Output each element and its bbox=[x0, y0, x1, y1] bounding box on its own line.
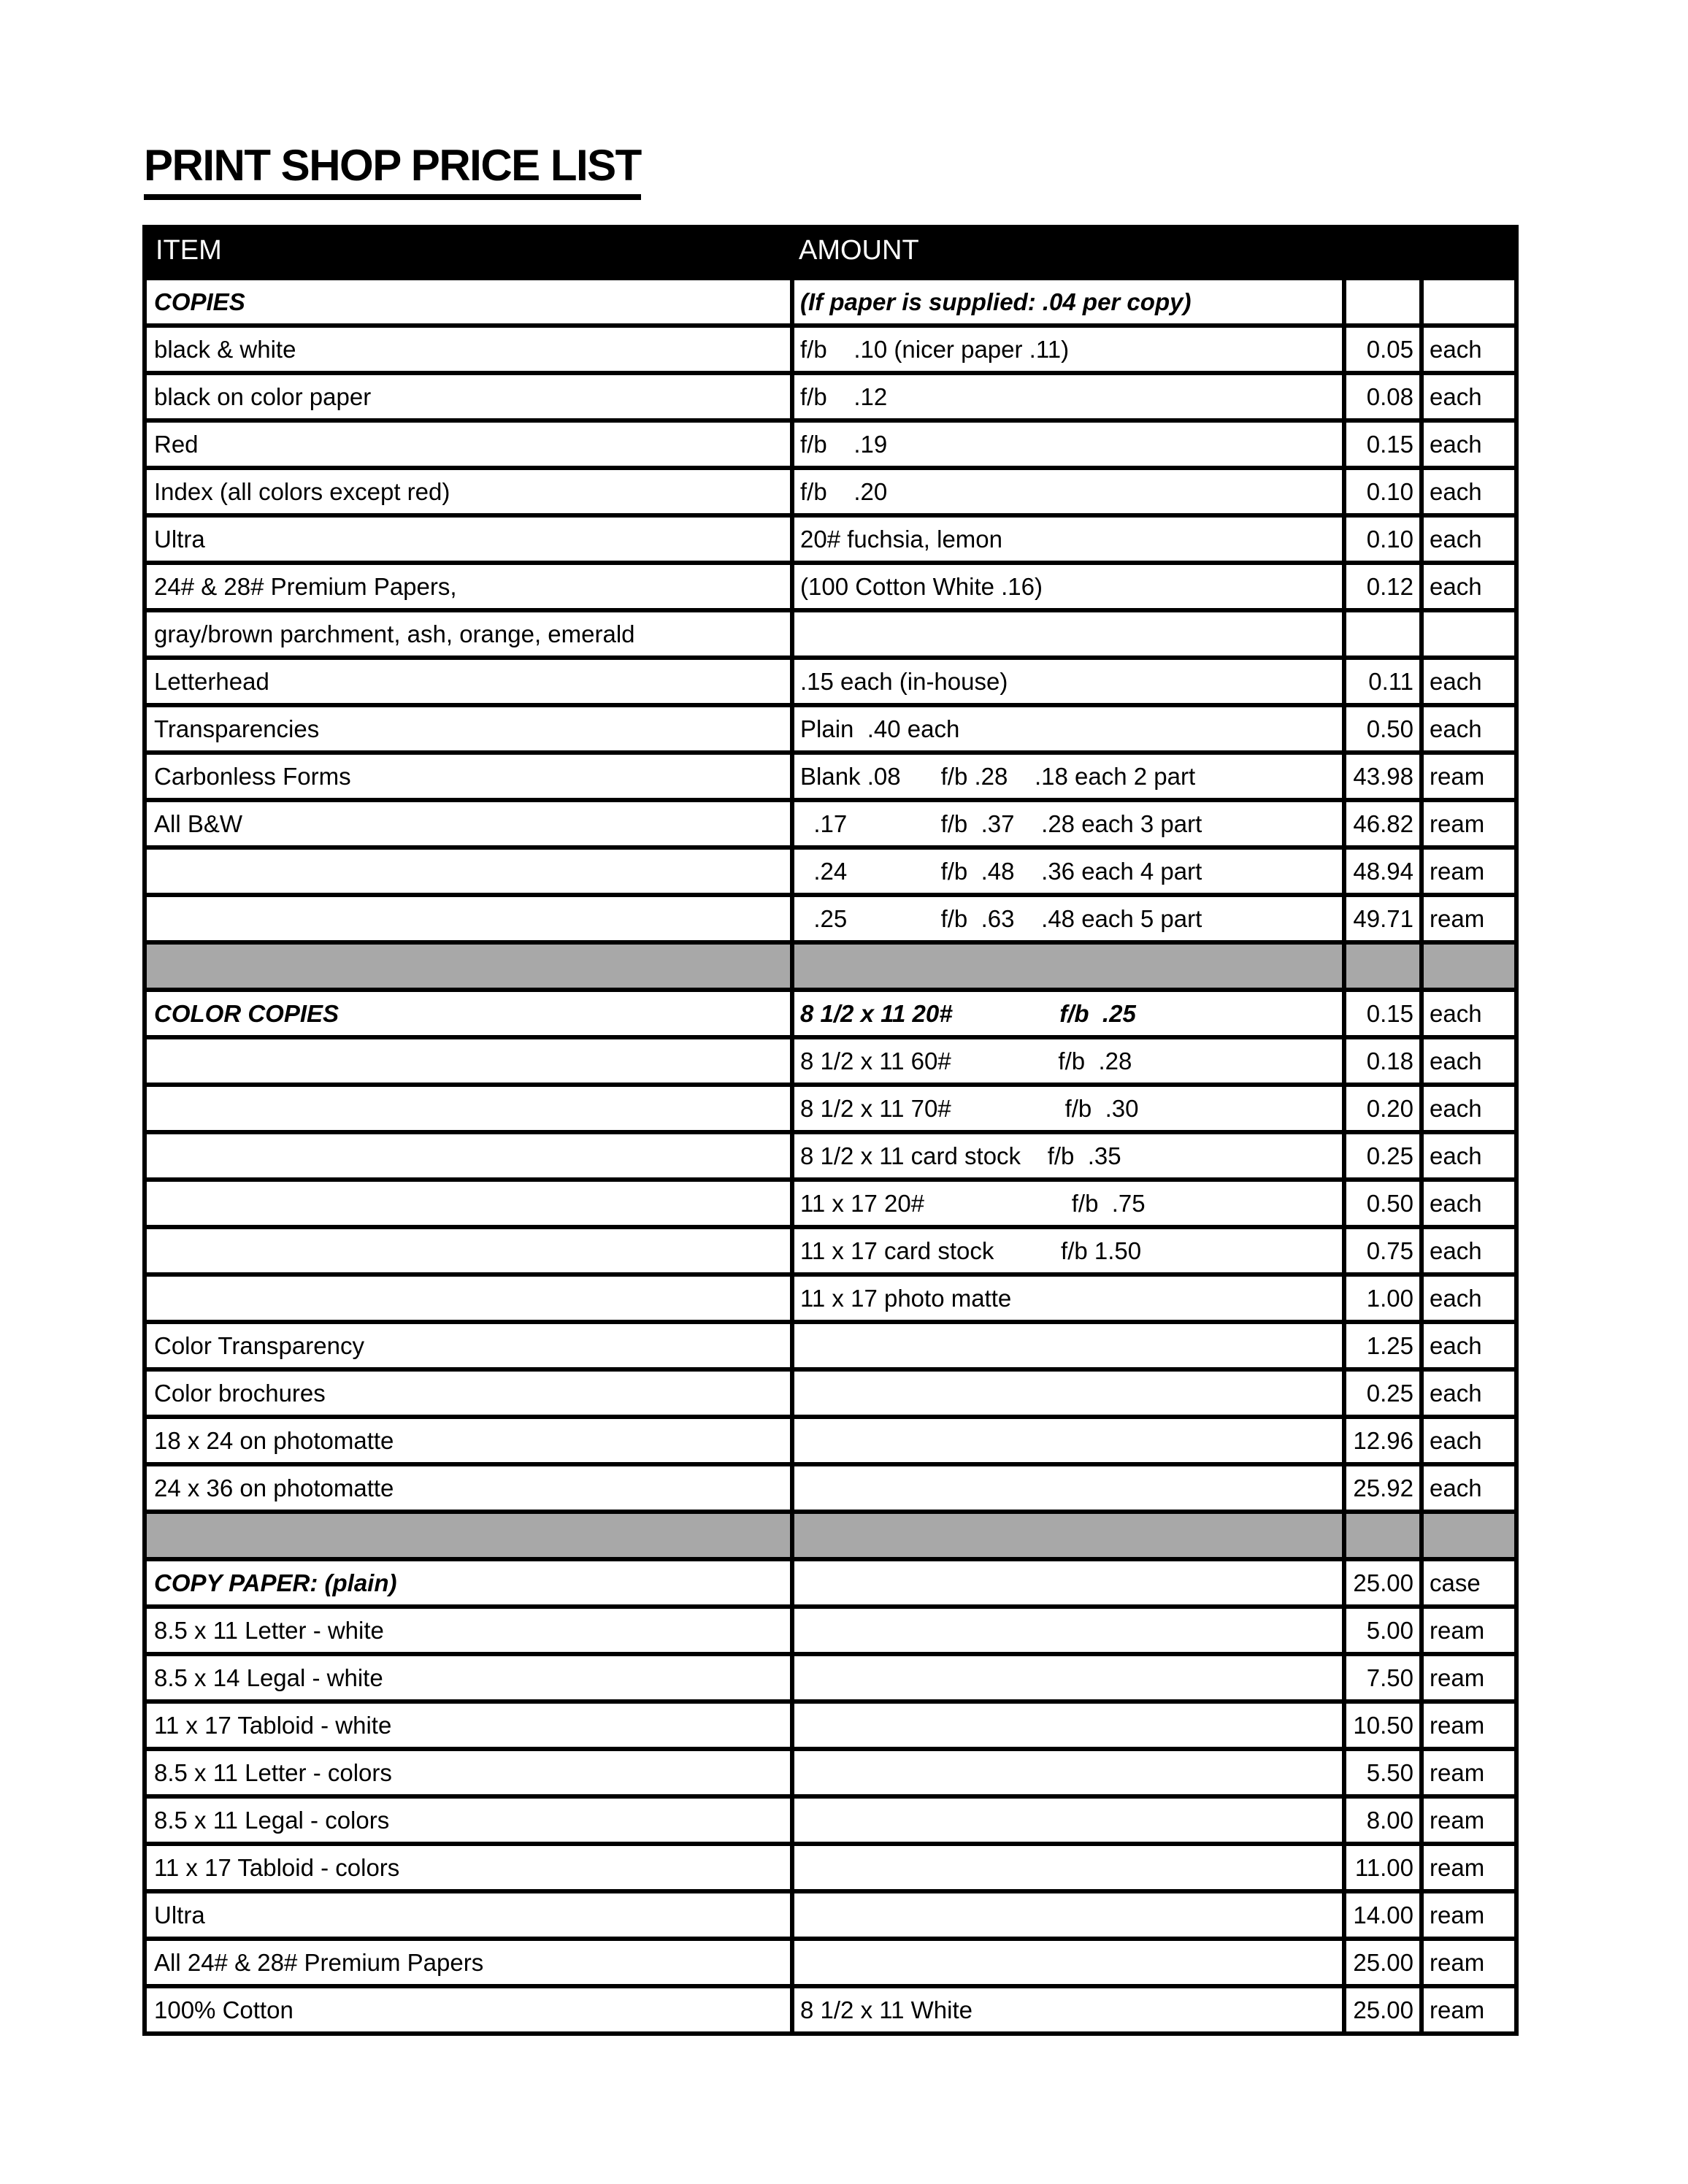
amount-cell: Plain .40 each bbox=[794, 707, 1346, 750]
table-row bbox=[147, 1561, 1514, 1609]
price-cell: 25.00 bbox=[1346, 1561, 1424, 1604]
item-cell: Ultra bbox=[147, 1893, 794, 1937]
item-cell: Carbonless Forms bbox=[147, 755, 794, 798]
table-row bbox=[147, 565, 1514, 612]
item-cell: black & white bbox=[147, 328, 794, 371]
table-row bbox=[147, 755, 1514, 802]
table-row bbox=[147, 1419, 1514, 1466]
unit-cell bbox=[1424, 612, 1501, 655]
price-table bbox=[142, 225, 1519, 2036]
table-row bbox=[147, 375, 1514, 423]
amount-cell: 8 1/2 x 11 70# f/b .30 bbox=[794, 1087, 1346, 1130]
table-row bbox=[147, 1799, 1514, 1846]
price-cell: 0.05 bbox=[1346, 328, 1424, 371]
table-row bbox=[147, 1656, 1514, 1704]
price-cell: 0.18 bbox=[1346, 1039, 1424, 1083]
amount-cell: .24 f/b .48 .36 each 4 part bbox=[794, 850, 1346, 893]
unit-cell: each bbox=[1430, 715, 1482, 742]
unit-cell: each bbox=[1430, 383, 1482, 410]
amount-cell: 8 1/2 x 11 20# f/b .25 bbox=[794, 992, 1346, 1035]
amount-cell bbox=[794, 1324, 1346, 1367]
unit-cell: each bbox=[1430, 1000, 1482, 1027]
price-cell bbox=[1346, 612, 1424, 655]
amount-cell bbox=[794, 1704, 1346, 1747]
table-row bbox=[147, 850, 1514, 897]
price-cell bbox=[1346, 1514, 1424, 1557]
item-cell bbox=[147, 897, 794, 940]
unit-cell: ream bbox=[1430, 763, 1485, 790]
unit-cell: ream bbox=[1430, 1902, 1485, 1929]
page-title: PRINT SHOP PRICE LIST bbox=[144, 140, 641, 200]
amount-cell: 8 1/2 x 11 White bbox=[794, 1988, 1346, 2031]
amount-cell bbox=[794, 1466, 1346, 1510]
amount-cell: 8 1/2 x 11 60# f/b .28 bbox=[794, 1039, 1346, 1083]
amount-cell bbox=[794, 1941, 1346, 1984]
unit-cell: ream bbox=[1430, 1759, 1485, 1786]
unit-cell bbox=[1424, 280, 1501, 323]
price-cell: 25.00 bbox=[1346, 1988, 1424, 2031]
amount-cell: 20# fuchsia, lemon bbox=[794, 518, 1346, 561]
item-cell: 8.5 x 11 Letter - colors bbox=[147, 1751, 794, 1794]
price-cell: 0.15 bbox=[1346, 992, 1424, 1035]
unit-cell: ream bbox=[1430, 1664, 1485, 1691]
unit-cell: ream bbox=[1430, 1854, 1485, 1881]
table-row bbox=[147, 992, 1514, 1039]
item-cell bbox=[147, 1134, 794, 1177]
item-cell: 24# & 28# Premium Papers, bbox=[147, 565, 794, 608]
unit-cell: each bbox=[1430, 336, 1482, 363]
price-cell: 0.11 bbox=[1346, 660, 1424, 703]
item-cell: COPY PAPER: (plain) bbox=[147, 1561, 794, 1604]
item-cell: Index (all colors except red) bbox=[147, 470, 794, 513]
price-cell: 14.00 bbox=[1346, 1893, 1424, 1937]
unit-cell: ream bbox=[1430, 1712, 1485, 1739]
unit-cell: each bbox=[1430, 526, 1482, 553]
table-row bbox=[147, 1372, 1514, 1419]
price-cell: 0.12 bbox=[1346, 565, 1424, 608]
amount-cell: 11 x 17 photo matte bbox=[794, 1277, 1346, 1320]
amount-cell: 11 x 17 20# f/b .75 bbox=[794, 1182, 1346, 1225]
price-cell: 1.00 bbox=[1346, 1277, 1424, 1320]
table-header-row bbox=[147, 225, 1514, 280]
price-cell: 0.25 bbox=[1346, 1134, 1424, 1177]
price-cell: 49.71 bbox=[1346, 897, 1424, 940]
amount-cell: Blank .08 f/b .28 .18 each 2 part bbox=[794, 755, 1346, 798]
item-cell: Red bbox=[147, 423, 794, 466]
table-row bbox=[147, 1182, 1514, 1229]
unit-cell bbox=[1424, 1514, 1501, 1557]
table-row bbox=[147, 1846, 1514, 1893]
price-cell: 25.92 bbox=[1346, 1466, 1424, 1510]
amount-cell bbox=[794, 1751, 1346, 1794]
item-cell: Color brochures bbox=[147, 1372, 794, 1415]
amount-cell: f/b .19 bbox=[794, 423, 1346, 466]
amount-cell: 11 x 17 card stock f/b 1.50 bbox=[794, 1229, 1346, 1272]
unit-cell: each bbox=[1430, 1190, 1482, 1217]
unit-cell: each bbox=[1430, 1474, 1482, 1502]
unit-cell: each bbox=[1430, 1332, 1482, 1359]
item-cell: 24 x 36 on photomatte bbox=[147, 1466, 794, 1510]
item-cell: 100% Cotton bbox=[147, 1988, 794, 2031]
price-cell: 0.10 bbox=[1346, 470, 1424, 513]
item-cell bbox=[147, 1229, 794, 1272]
amount-cell: .17 f/b .37 .28 each 3 part bbox=[794, 802, 1346, 845]
price-cell: 0.25 bbox=[1346, 1372, 1424, 1415]
amount-cell bbox=[794, 1514, 1346, 1557]
table-row bbox=[147, 1466, 1514, 1514]
price-cell: 0.75 bbox=[1346, 1229, 1424, 1272]
table-row bbox=[147, 1988, 1514, 2036]
price-cell: 5.00 bbox=[1346, 1609, 1424, 1652]
header-amount-label: AMOUNT bbox=[799, 234, 919, 266]
table-row bbox=[147, 1893, 1514, 1941]
price-cell bbox=[1346, 280, 1424, 323]
table-row bbox=[147, 612, 1514, 660]
table-row bbox=[147, 1704, 1514, 1751]
amount-cell bbox=[794, 612, 1346, 655]
table-row bbox=[147, 897, 1514, 945]
amount-cell bbox=[794, 1372, 1346, 1415]
amount-cell bbox=[794, 1656, 1346, 1699]
price-cell: 7.50 bbox=[1346, 1656, 1424, 1699]
item-cell: black on color paper bbox=[147, 375, 794, 418]
amount-cell: f/b .10 (nicer paper .11) bbox=[794, 328, 1346, 371]
separator-row bbox=[147, 1514, 1514, 1561]
price-cell: 43.98 bbox=[1346, 755, 1424, 798]
table-row bbox=[147, 660, 1514, 707]
price-cell: 48.94 bbox=[1346, 850, 1424, 893]
price-cell: 25.00 bbox=[1346, 1941, 1424, 1984]
price-cell: 10.50 bbox=[1346, 1704, 1424, 1747]
unit-cell: ream bbox=[1430, 1617, 1485, 1644]
price-cell: 0.20 bbox=[1346, 1087, 1424, 1130]
item-cell bbox=[147, 1039, 794, 1083]
price-cell: 1.25 bbox=[1346, 1324, 1424, 1367]
price-cell: 11.00 bbox=[1346, 1846, 1424, 1889]
table-row bbox=[147, 1039, 1514, 1087]
price-cell: 12.96 bbox=[1346, 1419, 1424, 1462]
unit-cell: ream bbox=[1430, 1949, 1485, 1976]
price-cell bbox=[1346, 945, 1424, 988]
item-cell: 8.5 x 14 Legal - white bbox=[147, 1656, 794, 1699]
unit-cell: ream bbox=[1430, 810, 1485, 837]
unit-cell: each bbox=[1430, 431, 1482, 458]
item-cell: 18 x 24 on photomatte bbox=[147, 1419, 794, 1462]
amount-cell: .25 f/b .63 .48 each 5 part bbox=[794, 897, 1346, 940]
amount-cell bbox=[794, 1419, 1346, 1462]
amount-cell: f/b .12 bbox=[794, 375, 1346, 418]
table-row bbox=[147, 1324, 1514, 1372]
amount-cell: (If paper is supplied: .04 per copy) bbox=[794, 280, 1346, 323]
table-row bbox=[147, 1229, 1514, 1277]
unit-cell: each bbox=[1430, 1142, 1482, 1169]
unit-cell: each bbox=[1430, 668, 1482, 695]
table-row bbox=[147, 1609, 1514, 1656]
item-cell bbox=[147, 1277, 794, 1320]
unit-cell: each bbox=[1430, 1380, 1482, 1407]
table-row bbox=[147, 1134, 1514, 1182]
unit-cell: ream bbox=[1430, 1996, 1485, 2023]
item-cell: 8.5 x 11 Letter - white bbox=[147, 1609, 794, 1652]
unit-cell: each bbox=[1430, 1237, 1482, 1264]
header-item-label: ITEM bbox=[156, 234, 222, 266]
table-row bbox=[147, 328, 1514, 375]
item-cell: Ultra bbox=[147, 518, 794, 561]
unit-cell: each bbox=[1430, 1047, 1482, 1074]
price-cell: 0.10 bbox=[1346, 518, 1424, 561]
unit-cell: each bbox=[1430, 1427, 1482, 1454]
item-cell: 11 x 17 Tabloid - colors bbox=[147, 1846, 794, 1889]
amount-cell: f/b .20 bbox=[794, 470, 1346, 513]
amount-cell bbox=[794, 1893, 1346, 1937]
table-row bbox=[147, 518, 1514, 565]
table-row bbox=[147, 707, 1514, 755]
item-cell bbox=[147, 1514, 794, 1557]
table-row bbox=[147, 470, 1514, 518]
table-row bbox=[147, 280, 1514, 328]
unit-cell: each bbox=[1430, 1285, 1482, 1312]
unit-cell: case bbox=[1430, 1569, 1481, 1596]
price-cell: 5.50 bbox=[1346, 1751, 1424, 1794]
table-row bbox=[147, 1751, 1514, 1799]
unit-cell: ream bbox=[1430, 905, 1485, 932]
item-cell bbox=[147, 1182, 794, 1225]
unit-cell: each bbox=[1430, 478, 1482, 505]
unit-cell: each bbox=[1430, 573, 1482, 600]
unit-cell: ream bbox=[1430, 858, 1485, 885]
table-row bbox=[147, 423, 1514, 470]
item-cell: Letterhead bbox=[147, 660, 794, 703]
item-cell bbox=[147, 850, 794, 893]
price-cell: 0.08 bbox=[1346, 375, 1424, 418]
item-cell: 8.5 x 11 Legal - colors bbox=[147, 1799, 794, 1842]
amount-cell: .15 each (in-house) bbox=[794, 660, 1346, 703]
item-cell: All 24# & 28# Premium Papers bbox=[147, 1941, 794, 1984]
item-cell bbox=[147, 1087, 794, 1130]
item-cell: Transparencies bbox=[147, 707, 794, 750]
price-table-body bbox=[147, 280, 1514, 2036]
unit-cell bbox=[1424, 945, 1501, 988]
price-cell: 0.50 bbox=[1346, 1182, 1424, 1225]
separator-row bbox=[147, 945, 1514, 992]
price-cell: 0.50 bbox=[1346, 707, 1424, 750]
item-cell: Color Transparency bbox=[147, 1324, 794, 1367]
table-row bbox=[147, 802, 1514, 850]
item-cell: COLOR COPIES bbox=[147, 992, 794, 1035]
price-cell: 8.00 bbox=[1346, 1799, 1424, 1842]
amount-cell bbox=[794, 1609, 1346, 1652]
amount-cell bbox=[794, 1799, 1346, 1842]
amount-cell: 8 1/2 x 11 card stock f/b .35 bbox=[794, 1134, 1346, 1177]
item-cell: COPIES bbox=[147, 280, 794, 323]
price-cell: 0.15 bbox=[1346, 423, 1424, 466]
table-row bbox=[147, 1941, 1514, 1988]
item-cell: All B&W bbox=[147, 802, 794, 845]
unit-cell: each bbox=[1430, 1095, 1482, 1122]
price-cell: 46.82 bbox=[1346, 802, 1424, 845]
item-cell: 11 x 17 Tabloid - white bbox=[147, 1704, 794, 1747]
amount-cell bbox=[794, 945, 1346, 988]
table-row bbox=[147, 1087, 1514, 1134]
item-cell bbox=[147, 945, 794, 988]
amount-cell bbox=[794, 1846, 1346, 1889]
amount-cell: (100 Cotton White .16) bbox=[794, 565, 1346, 608]
item-cell: gray/brown parchment, ash, orange, emerald bbox=[147, 612, 794, 655]
amount-cell bbox=[794, 1561, 1346, 1604]
table-row bbox=[147, 1277, 1514, 1324]
unit-cell: ream bbox=[1430, 1807, 1485, 1834]
